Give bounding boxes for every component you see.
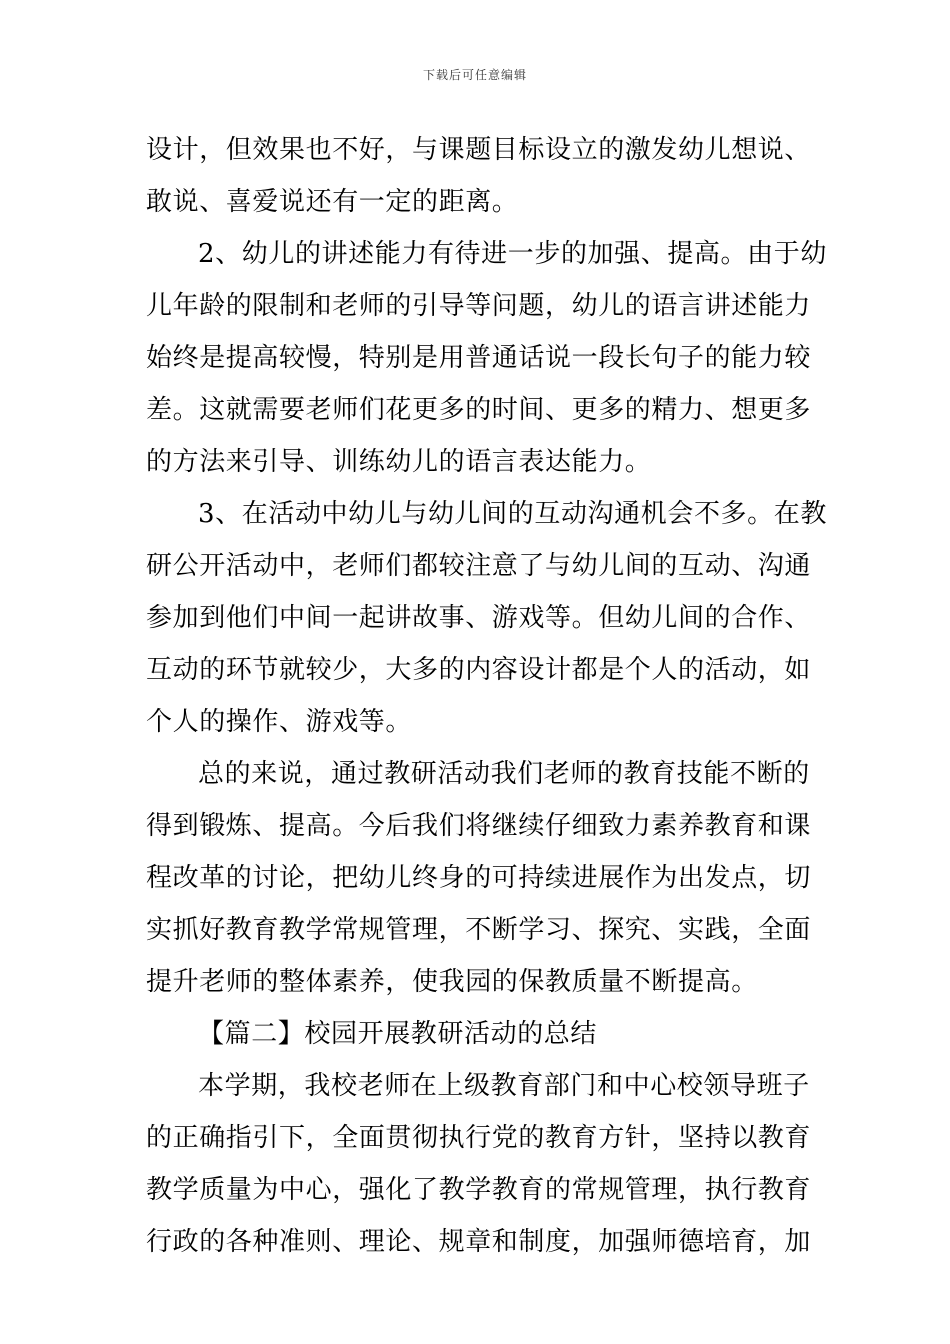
- paragraph-start-line: 总的来说，通过教研活动我们老师的教育技能不断的: [198, 759, 810, 789]
- section-heading: 【篇二】校园开展教研活动的总结: [198, 1019, 598, 1049]
- text-line: 参加到他们中间一起讲故事、游戏等。但幼儿间的合作、: [146, 603, 812, 633]
- paragraph-start-line: 3、在活动中幼儿与幼儿间的互动沟通机会不多。在教: [198, 499, 827, 529]
- text-line: 教学质量为中心，强化了教学教育的常规管理，执行教育: [146, 1175, 812, 1205]
- text-line: 差。这就需要老师们花更多的时间、更多的精力、想更多: [146, 395, 812, 425]
- text-line: 得到锻炼、提高。今后我们将继续仔细致力素养教育和课: [146, 811, 812, 841]
- text-line: 实抓好教育教学常规管理，不断学习、探究、实践，全面: [146, 915, 812, 945]
- text-line: 敢说、喜爱说还有一定的距离。: [146, 187, 519, 217]
- text-line: 互动的环节就较少，大多的内容设计都是个人的活动，如: [146, 655, 812, 685]
- text-line: 个人的操作、游戏等。: [146, 707, 413, 737]
- text-line: 始终是提高较慢，特别是用普通话说一段长句子的能力较: [146, 343, 812, 373]
- text-line: 行政的各种准则、理论、规章和制度，加强师德培育，加: [146, 1227, 812, 1257]
- text-line: 的方法来引导、训练幼儿的语言表达能力。: [146, 447, 652, 477]
- text-line: 程改革的讨论，把幼儿终身的可持续进展作为出发点，切: [146, 863, 812, 893]
- text-line: 提升老师的整体素养，使我园的保教质量不断提高。: [146, 967, 758, 997]
- text-line: 研公开活动中，老师们都较注意了与幼儿间的互动、沟通: [146, 551, 812, 581]
- body-text: [146, 124, 827, 1268]
- paragraph-start-line: 2、幼儿的讲述能力有待进一步的加强、提高。由于幼: [198, 239, 827, 269]
- paragraph-start-line: 本学期，我校老师在上级教育部门和中心校领导班子: [198, 1071, 810, 1101]
- text-line: 的正确指引下，全面贯彻执行党的教育方针，坚持以教育: [146, 1123, 812, 1153]
- page-header-note: 下载后可任意编辑: [422, 68, 527, 82]
- text-line: 设计，但效果也不好，与课题目标设立的激发幼儿想说、: [146, 135, 812, 165]
- text-line: 儿年龄的限制和老师的引导等问题，幼儿的语言讲述能力: [146, 291, 812, 321]
